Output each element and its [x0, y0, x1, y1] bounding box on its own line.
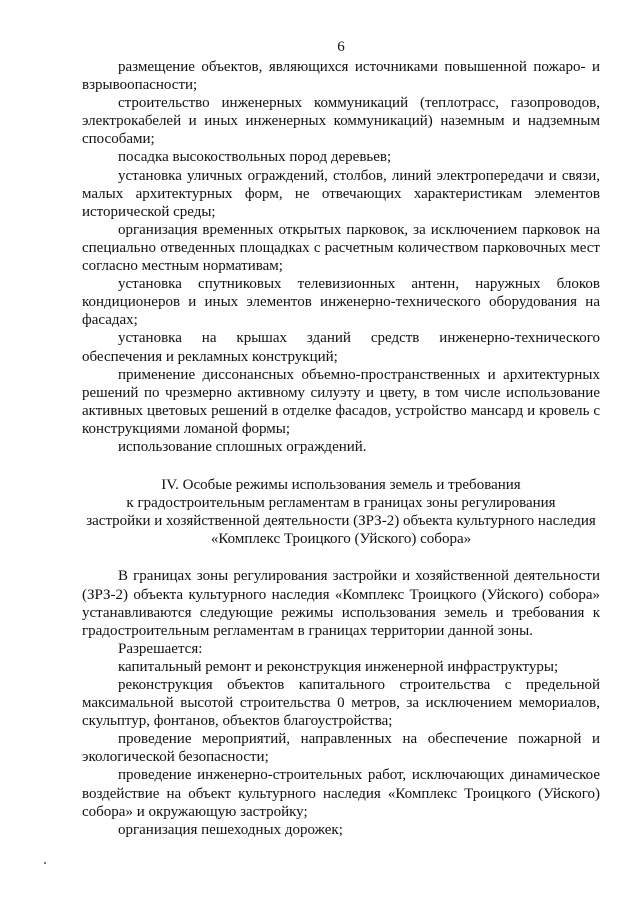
list-item: проведение инженерно-строительных работ, исключающих динамическое воздействие на объект культурного наследия «Комплекс Троицкого (Уйского) собора» и окружающую застройку;	[82, 767, 600, 820]
page-number: 6	[337, 39, 345, 55]
list-item: установка уличных ограждений, столбов, линий электропередачи и связи, малых архитектурных форм, не отвечающих характеристикам элементов исторической среды;	[82, 167, 600, 220]
list-item: посадка высокоствольных пород деревьев;	[118, 149, 392, 166]
document-body	[82, 58, 600, 839]
allowed-label: Разрешается:	[118, 640, 203, 657]
list-item: организация временных открытых парковок, за исключением парковок на специально отведенных площадках с расчетным количеством парковочных мест согласно местным нормативам;	[82, 221, 600, 275]
list-item: использование сплошных ограждений.	[118, 438, 367, 455]
section-heading-line: IV. Особые режимы использования земель и требования	[161, 477, 521, 494]
section-heading-line: застройки и хозяйственной деятельности (ЗРЗ-2) объекта культурного наследия	[86, 513, 596, 530]
scan-speck	[44, 862, 46, 864]
list-item: капитальный ремонт и реконструкция инженерной инфраструктуры;	[118, 658, 559, 675]
list-item: установка на крышах зданий средств инженерно-технического обеспечения и рекламных конструкций;	[82, 330, 600, 365]
list-item: организация пешеходных дорожек;	[118, 821, 343, 838]
section-heading-line: к градостроительным регламентам в границах зоны регулирования	[126, 495, 556, 512]
list-item: размещение объектов, являющихся источниками повышенной пожаро- и взрывоопасности;	[82, 59, 600, 94]
list-item: проведение мероприятий, направленных на обеспечение пожарной и экологической безопасности;	[82, 731, 600, 766]
section-heading-line: «Комплекс Троицкого (Уйского) собора»	[210, 531, 472, 548]
list-item: установка спутниковых телевизионных антенн, наружных блоков кондиционеров и иных элементов инженерно-технического оборудования на фасадах;	[82, 276, 600, 329]
list-item: строительство инженерных коммуникаций (теплотрасс, газопроводов, электрокабелей и иных инженерных коммуникаций) наземным и надземным способами;	[82, 95, 600, 148]
intro-paragraph: В границах зоны регулирования застройки и хозяйственной деятельности (ЗРЗ-2) объекта культурного наследия «Комплекс Троицкого (Уйского) собора» устанавливаются следующие режимы использования земель и требования к градостроительным регламентам в границах территории данной зоны.	[82, 568, 600, 639]
section-heading	[82, 476, 600, 548]
list-item: применение диссонансных объемно-пространственных и архитектурных решений по чрезмерно активному силуэту и цвету, в том числе использование активных цветовых решений в отделке фасадов, устройство мансард и кровель с конструкциями ломаной формы;	[82, 366, 600, 437]
list-item: реконструкция объектов капитального строительства с предельной максимальной высотой строительства 0 метров, за исключением мемориалов, скульптур, фонтанов, объектов благоустройства;	[82, 677, 600, 730]
